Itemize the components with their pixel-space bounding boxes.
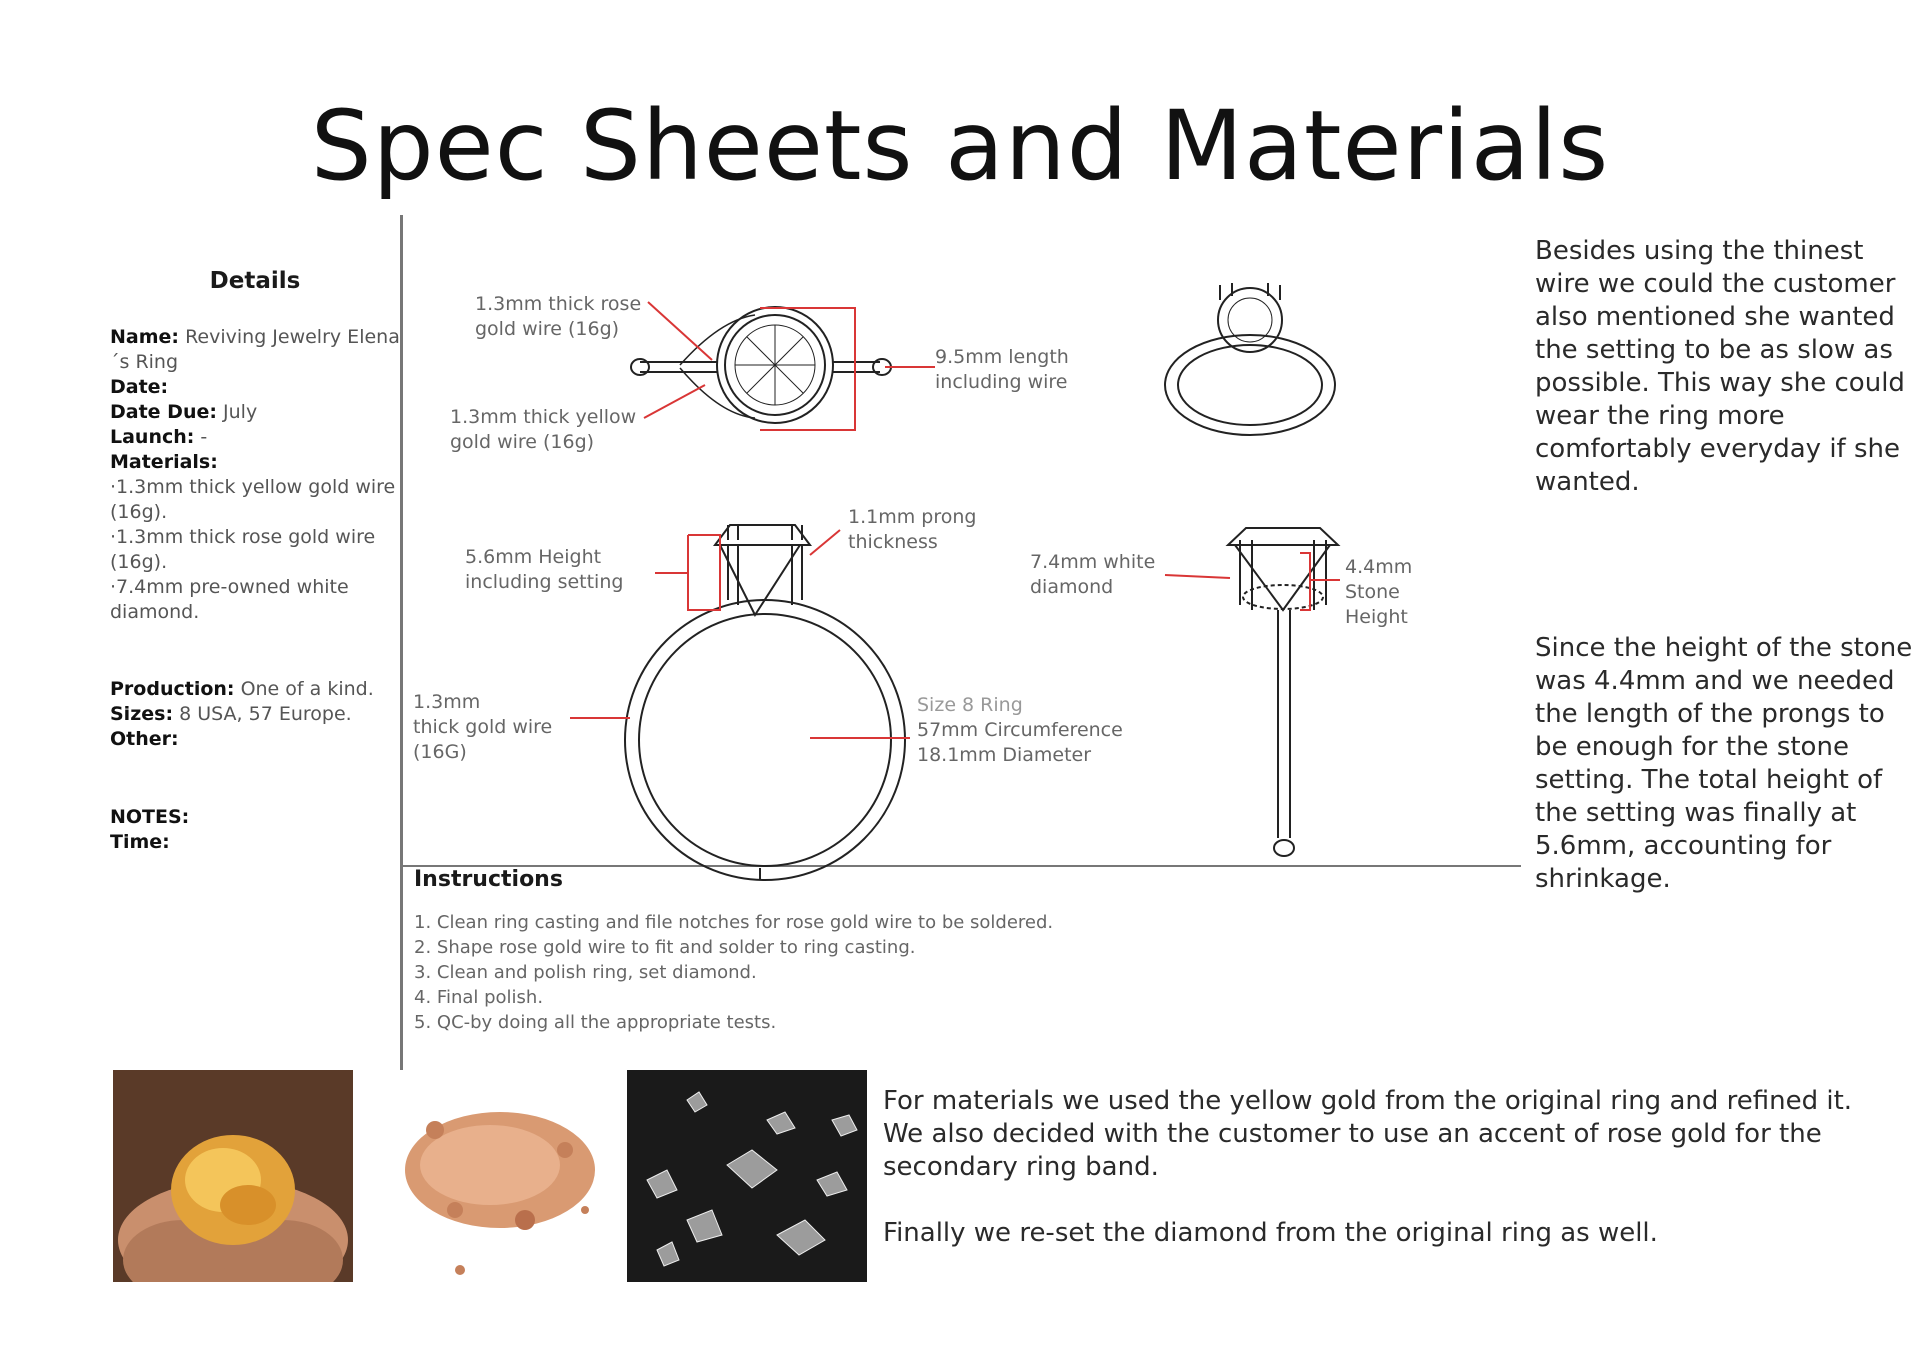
dimension-4-4mm	[1300, 553, 1310, 610]
name-value: Reviving Jewelry Elena´s Ring	[110, 326, 400, 373]
label-circumference: 57mm Circumference 18.1mm Diameter	[917, 719, 1123, 766]
materials-label: Materials:	[110, 451, 218, 473]
material-item: ·1.3mm thick yellow gold wire (16g).	[110, 476, 396, 523]
top-view-band	[640, 362, 880, 372]
rose-gold-photo	[375, 1070, 615, 1282]
leader-yellow-wire	[644, 385, 705, 418]
due-label: Date Due:	[110, 401, 217, 423]
label-yellow-wire: 1.3mm thick yellow gold wire (16g)	[450, 406, 637, 453]
side-view-band-inner	[639, 614, 891, 866]
materials-paragraph-1: For materials we used the yellow gold from the original ring and refined it. We also decided with the customer to use an accent of rose gold for the secondary ring band.	[883, 1086, 1853, 1182]
notes-paragraph-1: Besides using the thinest wire we could the customer also mentioned she wanted the setting to be as slow as possible. This way she could wear the ring more comfortably everyday if she wanted.	[1535, 236, 1905, 497]
instruction-step: 2. Shape rose gold wire to fit and solder to ring casting.	[414, 937, 916, 958]
page-title: Spec Sheets and Materials	[310, 90, 1610, 202]
launch-value: -	[200, 426, 208, 448]
side-view-band-outer	[625, 600, 905, 880]
sizes-value: 8 USA, 57 Europe.	[179, 703, 352, 725]
label-length: 9.5mm length including wire	[935, 346, 1069, 393]
front-view-prongs	[1240, 540, 1326, 610]
due-value: July	[223, 401, 258, 423]
details-heading: Details	[209, 268, 301, 294]
other-label: Other:	[110, 728, 179, 750]
production-value: One of a kind.	[240, 678, 374, 700]
production-label: Production:	[110, 678, 235, 700]
perspective-prongs	[1220, 283, 1280, 300]
instruction-step: 3. Clean and polish ring, set diamond.	[414, 962, 757, 983]
instruction-step: 5. QC-by doing all the appropriate tests.	[414, 1012, 777, 1033]
launch-label: Launch:	[110, 426, 195, 448]
instruction-step: 1. Clean ring casting and file notches for rose gold wire to be soldered.	[414, 912, 1054, 933]
label-prong: 1.1mm prong thickness	[848, 506, 977, 553]
dimension-5-6mm	[688, 535, 720, 610]
front-view-shank	[1278, 610, 1290, 838]
label-size-ring: Size 8 Ring	[917, 694, 1023, 716]
materials-paragraph-2: Finally we re-set the diamond from the original ring as well.	[883, 1218, 1658, 1248]
label-rose-wire: 1.3mm thick rose gold wire (16g)	[475, 293, 642, 340]
front-view-shank-end	[1274, 840, 1294, 856]
leader-prong	[810, 530, 840, 555]
front-view-diamond-pavilion	[1235, 545, 1330, 610]
perspective-band-inner	[1178, 345, 1322, 425]
instruction-step: 4. Final polish.	[414, 987, 544, 1008]
side-view-prong-tips	[728, 525, 802, 540]
notes-paragraph-2: Since the height of the stone was 4.4mm and we needed the length of the prongs to be enough for the stone setting. The total height of the setting was finally at 5.6mm, accounting for shrinkage.	[1535, 633, 1913, 894]
notes-label: NOTES:	[110, 806, 190, 828]
material-item: ·7.4mm pre-owned white diamond.	[110, 576, 349, 623]
instructions-title: Instructions	[414, 867, 563, 892]
front-view-diamond-crown	[1228, 528, 1338, 545]
leader-rose-wire	[648, 302, 712, 360]
yellow-gold-photo	[113, 1070, 353, 1282]
side-view-prongs	[728, 545, 802, 605]
sizes-label: Sizes:	[110, 703, 174, 725]
rose-gold-pellets-image	[375, 1070, 615, 1282]
material-item: ·1.3mm thick rose gold wire (16g).	[110, 526, 376, 573]
diamonds-image	[627, 1070, 867, 1282]
side-view-diamond-crown	[715, 525, 810, 545]
date-label: Date:	[110, 376, 169, 398]
gold-in-hands-image	[113, 1070, 353, 1282]
label-height: 5.6mm Height including setting	[465, 546, 624, 593]
diamonds-photo	[627, 1070, 867, 1282]
name-label: Name:	[110, 326, 180, 348]
time-label: Time:	[110, 831, 170, 853]
perspective-band-outer	[1165, 335, 1335, 435]
label-gold-wire: 1.3mm thick gold wire (16G)	[413, 691, 553, 763]
leader-diamond	[1165, 575, 1230, 578]
top-view-facets	[735, 325, 815, 405]
label-diamond: 7.4mm white diamond	[1030, 551, 1156, 598]
label-stone-height: 4.4mm Stone Height	[1345, 556, 1413, 628]
